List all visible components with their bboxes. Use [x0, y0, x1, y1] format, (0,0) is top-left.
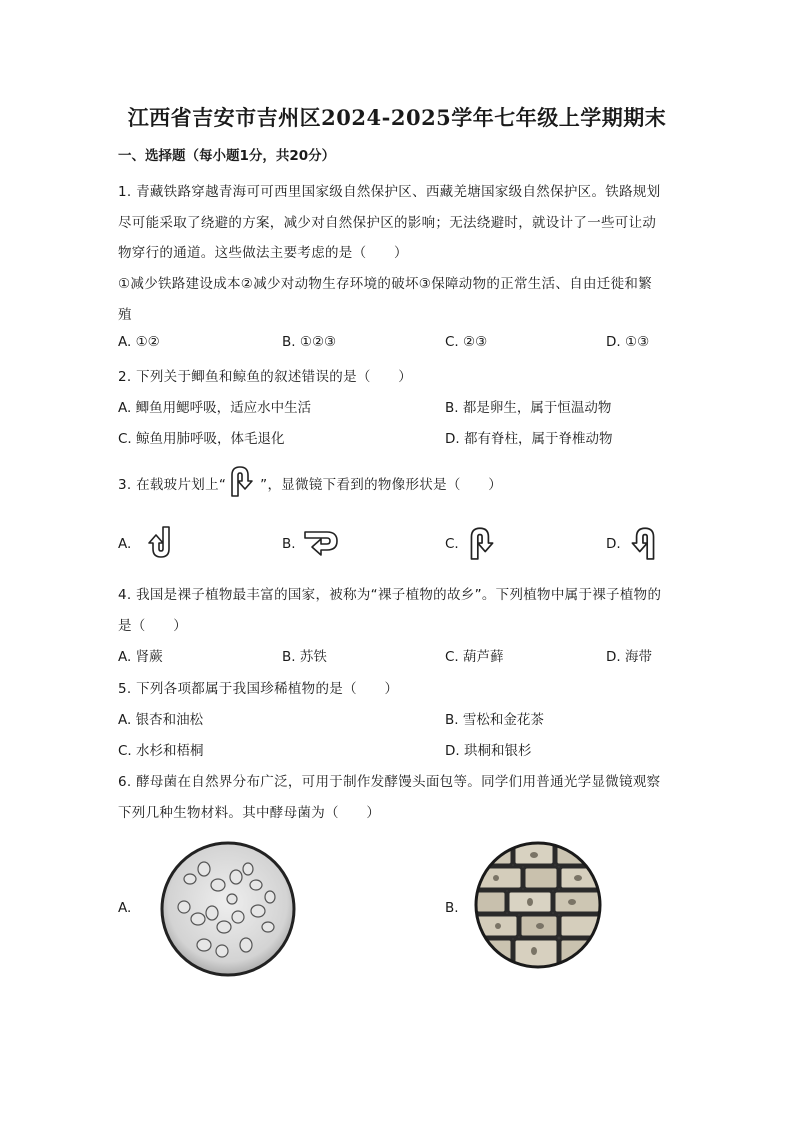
q2-option-b[interactable]: B. 都是卵生，属于恒温动物 [445, 400, 612, 416]
q2-option-c[interactable]: C. 鲸鱼用肺呼吸，体毛退化 [118, 431, 285, 447]
q5-option-c[interactable]: C. 水杉和梧桐 [118, 743, 204, 759]
q1-line-4: ①减少铁路建设成本②减少对动物生存环境的破坏③保障动物的正常生活、自由迁徙和繁 [118, 276, 653, 292]
q2-stem: 2. 下列关于鲫鱼和鲸鱼的叙述错误的是（ ） [118, 369, 413, 385]
q3-option-b[interactable]: B. [282, 536, 296, 552]
q2-option-d[interactable]: D. 都有脊柱，属于脊椎动物 [445, 431, 613, 447]
arrow-shape-c-icon[interactable] [465, 524, 497, 560]
arrow-shape-d-icon[interactable] [628, 524, 660, 560]
q4-line-2: 是（ ） [118, 618, 187, 634]
q4-option-d[interactable]: D. 海带 [606, 649, 652, 665]
q4-option-a[interactable]: A. 肾蕨 [118, 649, 163, 665]
q1-line-3: 物穿行的通道。这些做法主要考虑的是（ ） [118, 245, 408, 261]
q1-line-2: 尽可能采取了绕避的方案，减少对自然保护区的影响；无法绕避时，就设计了一些可让动 [118, 215, 657, 231]
q3-stem-before: 3. 在载玻片划上“ [118, 477, 227, 493]
q5-stem: 5. 下列各项都属于我国珍稀植物的是（ ） [118, 681, 399, 697]
q1-line-5: 殖 [118, 307, 132, 323]
q1-option-b[interactable]: B. ①②③ [282, 334, 337, 350]
arrow-shape-a-icon[interactable] [143, 525, 177, 561]
q5-option-b[interactable]: B. 雪松和金花茶 [445, 712, 544, 728]
q3-option-a[interactable]: A. [118, 536, 132, 552]
q1-option-c[interactable]: C. ②③ [445, 334, 488, 350]
q6-line-2: 下列几种生物材料。其中酵母菌为（ ） [118, 805, 381, 821]
yeast-cells-micrograph[interactable] [160, 841, 296, 977]
arrow-shape-b-icon[interactable] [303, 528, 343, 558]
q6-option-b[interactable]: B. [445, 900, 459, 916]
plant-cells-micrograph[interactable] [474, 841, 602, 969]
q6-line-1: 6. 酵母菌在自然界分布广泛，可用于制作发酵馒头面包等。同学们用普通光学显微镜观察 [118, 774, 661, 790]
q6-option-a[interactable]: A. [118, 900, 132, 916]
section-heading: 一、选择题（每小题1分，共20分） [118, 148, 336, 164]
q4-option-c[interactable]: C. 葫芦藓 [445, 649, 504, 665]
q3-option-d[interactable]: D. [606, 536, 621, 552]
q1-line-1: 1. 青藏铁路穿越青海可可西里国家级自然保护区、西藏羌塘国家级自然保护区。铁路规划 [118, 184, 661, 200]
q4-line-1: 4. 我国是裸子植物最丰富的国家，被称为“裸子植物的故乡”。下列植物中属于裸子植物的 [118, 587, 662, 603]
q3-stem-after: ”，显微镜下看到的物像形状是（ ） [260, 477, 503, 493]
q5-option-a[interactable]: A. 银杏和油松 [118, 712, 204, 728]
q5-option-d[interactable]: D. 珙桐和银杉 [445, 743, 532, 759]
q1-option-a[interactable]: A. ①② [118, 334, 160, 350]
q2-option-a[interactable]: A. 鲫鱼用鳃呼吸，适应水中生活 [118, 400, 312, 416]
turn-arrow-icon [226, 463, 260, 497]
q1-option-d[interactable]: D. ①③ [606, 334, 650, 350]
q3-stem [118, 473, 502, 497]
page-title: 江西省吉安市吉州区2024-2025学年七年级上学期期末 [127, 105, 667, 130]
q3-option-c[interactable]: C. [445, 536, 459, 552]
q4-option-b[interactable]: B. 苏铁 [282, 649, 327, 665]
